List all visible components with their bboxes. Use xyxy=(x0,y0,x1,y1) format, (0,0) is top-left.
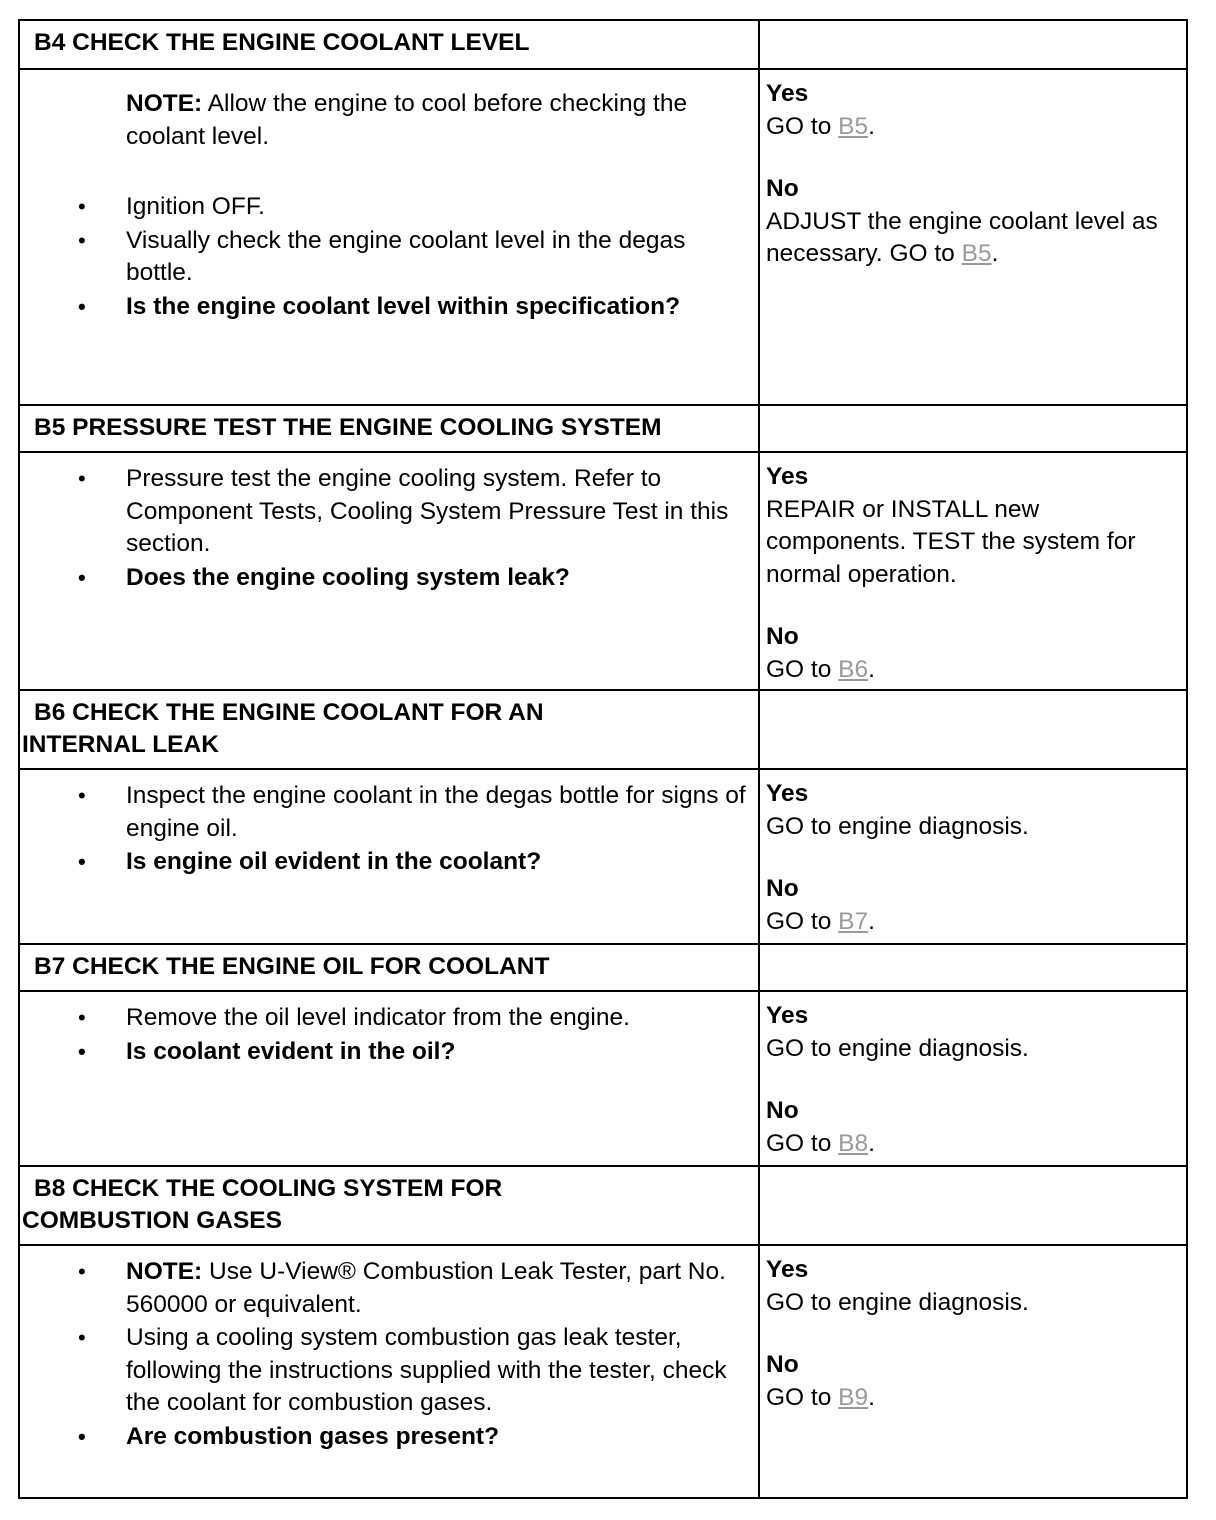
step-link[interactable]: B5 xyxy=(838,112,869,140)
result-cell xyxy=(759,1245,1187,1498)
step-title-cell xyxy=(19,20,759,69)
empty-header-cell xyxy=(759,1166,1187,1245)
bullet-icon: • xyxy=(78,1423,86,1449)
list-item xyxy=(20,225,748,290)
list-item-question: Is engine oil evident in the coolant? xyxy=(126,848,542,875)
yes-label: Yes xyxy=(766,463,809,490)
step-title-line: B6 CHECK THE ENGINE COOLANT FOR AN xyxy=(34,699,544,726)
no-label: No xyxy=(766,175,799,202)
step-title-cell xyxy=(19,1166,759,1245)
step-title: B7 CHECK THE ENGINE OIL FOR COOLANT xyxy=(34,953,550,980)
step-title-cell xyxy=(19,405,759,452)
list-item xyxy=(20,1036,748,1069)
result-cell xyxy=(759,69,1187,405)
step-body-row xyxy=(19,1245,1187,1498)
yes-text: GO to engine diagnosis. xyxy=(766,1034,1029,1062)
bullet-icon: • xyxy=(78,849,86,874)
procedure-cell xyxy=(19,991,759,1166)
list-item-question: Is the engine coolant level within specification? xyxy=(126,292,681,320)
step-title-line: B8 CHECK THE COOLING SYSTEM FOR xyxy=(34,1175,503,1202)
no-text: GO to xyxy=(766,1129,839,1157)
procedure-list xyxy=(20,780,748,879)
list-item-question: Is coolant evident in the oil? xyxy=(126,1037,456,1065)
list-item-text: Remove the oil level indicator from the engine. xyxy=(126,1004,630,1031)
step-title xyxy=(22,1173,750,1237)
empty-header-cell xyxy=(759,944,1187,991)
step-body-row xyxy=(19,69,1187,405)
step-title-cell xyxy=(19,690,759,769)
step-title: B4 CHECK THE ENGINE COOLANT LEVEL xyxy=(34,29,530,56)
punctuation: . xyxy=(991,240,999,267)
yes-label: Yes xyxy=(766,780,809,807)
list-item xyxy=(20,1322,748,1420)
yes-text: GO to engine diagnosis. xyxy=(766,1288,1029,1316)
empty-header-cell xyxy=(759,405,1187,452)
note-label: NOTE: xyxy=(126,1258,203,1285)
yes-label: Yes xyxy=(766,1256,809,1283)
punctuation: . xyxy=(868,1129,875,1157)
no-text: GO to xyxy=(766,655,839,683)
result-cell xyxy=(759,991,1187,1166)
step-title: B5 PRESSURE TEST THE ENGINE COOLING SYSTEM xyxy=(34,414,662,441)
step-header-row xyxy=(19,405,1187,452)
list-item-text: Pressure test the engine cooling system. Refer to Component Tests, Cooling System Pressure Test in this section. xyxy=(126,465,729,557)
step-header-row xyxy=(19,20,1187,69)
procedure-cell xyxy=(19,769,759,944)
list-item-question: Are combustion gases present? xyxy=(126,1422,500,1450)
list-item-question: Does the engine cooling system leak? xyxy=(126,563,570,591)
procedure-list xyxy=(20,191,748,323)
result-cell xyxy=(759,452,1187,690)
list-item-text: Ignition OFF. xyxy=(126,193,265,220)
step-link[interactable]: B9 xyxy=(838,1383,869,1411)
result-cell xyxy=(759,769,1187,944)
bullet-icon: • xyxy=(78,194,86,219)
no-label: No xyxy=(766,1351,799,1378)
list-item xyxy=(20,1002,748,1035)
bullet-icon: • xyxy=(78,227,86,253)
step-header-row xyxy=(19,944,1187,991)
step-body-row xyxy=(19,769,1187,944)
punctuation: . xyxy=(868,1383,875,1411)
punctuation: . xyxy=(868,112,875,140)
step-title-line: INTERNAL LEAK xyxy=(22,731,219,758)
yes-label: Yes xyxy=(766,80,809,107)
bullet-icon: • xyxy=(78,466,86,491)
note-text: Allow the engine to cool before checking the coolant level. xyxy=(126,90,688,150)
empty-header-cell xyxy=(759,20,1187,69)
step-body-row xyxy=(19,452,1187,690)
list-item xyxy=(20,191,748,224)
list-item xyxy=(20,846,748,879)
punctuation: . xyxy=(868,907,875,935)
step-header-row xyxy=(19,690,1187,769)
no-text: GO to xyxy=(766,1383,839,1411)
step-body-row xyxy=(19,991,1187,1166)
note-text: Use U-View® Combustion Leak Tester, part No. 560000 or equivalent. xyxy=(126,1258,726,1318)
yes-label: Yes xyxy=(766,1002,809,1029)
no-label: No xyxy=(766,875,799,902)
list-item-text: Visually check the engine coolant level in the degas bottle. xyxy=(126,226,686,286)
no-text: ADJUST the engine coolant level as necessary. GO to xyxy=(766,207,1158,267)
step-link[interactable]: B8 xyxy=(838,1129,869,1157)
procedure-cell xyxy=(19,452,759,690)
empty-header-cell xyxy=(759,690,1187,769)
step-header-row xyxy=(19,1166,1187,1245)
step-title xyxy=(22,697,750,761)
note xyxy=(20,88,748,153)
bullet-icon: • xyxy=(78,1325,86,1350)
note-label: NOTE: xyxy=(126,90,203,117)
bullet-icon: • xyxy=(78,564,86,590)
procedure-cell xyxy=(19,69,759,405)
no-label: No xyxy=(766,623,799,650)
procedure-cell xyxy=(19,1245,759,1498)
list-item xyxy=(20,463,748,561)
bullet-icon: • xyxy=(78,1005,86,1030)
punctuation: . xyxy=(868,655,875,683)
list-item xyxy=(20,291,748,324)
procedure-list xyxy=(20,1002,748,1068)
yes-text: REPAIR or INSTALL new components. TEST the system for normal operation. xyxy=(766,495,1136,588)
step-link[interactable]: B6 xyxy=(838,655,869,683)
list-item xyxy=(20,1256,748,1321)
list-item xyxy=(20,1421,748,1454)
procedure-list xyxy=(20,1256,748,1453)
yes-text: GO to engine diagnosis. xyxy=(766,812,1029,840)
list-item-text: Using a cooling system combustion gas leak tester, following the instructions supplied with the tester, check the coolant for combustion gases. xyxy=(126,1324,727,1416)
yes-text: GO to xyxy=(766,112,839,140)
bullet-icon: • xyxy=(78,783,86,808)
bullet-icon: • xyxy=(78,1038,86,1064)
list-item-text: Inspect the engine coolant in the degas bottle for signs of engine oil. xyxy=(126,782,746,842)
bullet-icon: • xyxy=(78,1259,86,1284)
no-text: GO to xyxy=(766,907,839,935)
no-label: No xyxy=(766,1097,799,1124)
diagnostic-table xyxy=(18,19,1188,1499)
step-link[interactable]: B5 xyxy=(961,240,992,267)
procedure-list xyxy=(20,463,748,594)
list-item xyxy=(20,780,748,845)
step-title-line: COMBUSTION GASES xyxy=(22,1207,282,1234)
bullet-icon: • xyxy=(78,293,86,319)
step-title-cell xyxy=(19,944,759,991)
list-item xyxy=(20,562,748,595)
step-link[interactable]: B7 xyxy=(838,907,869,935)
